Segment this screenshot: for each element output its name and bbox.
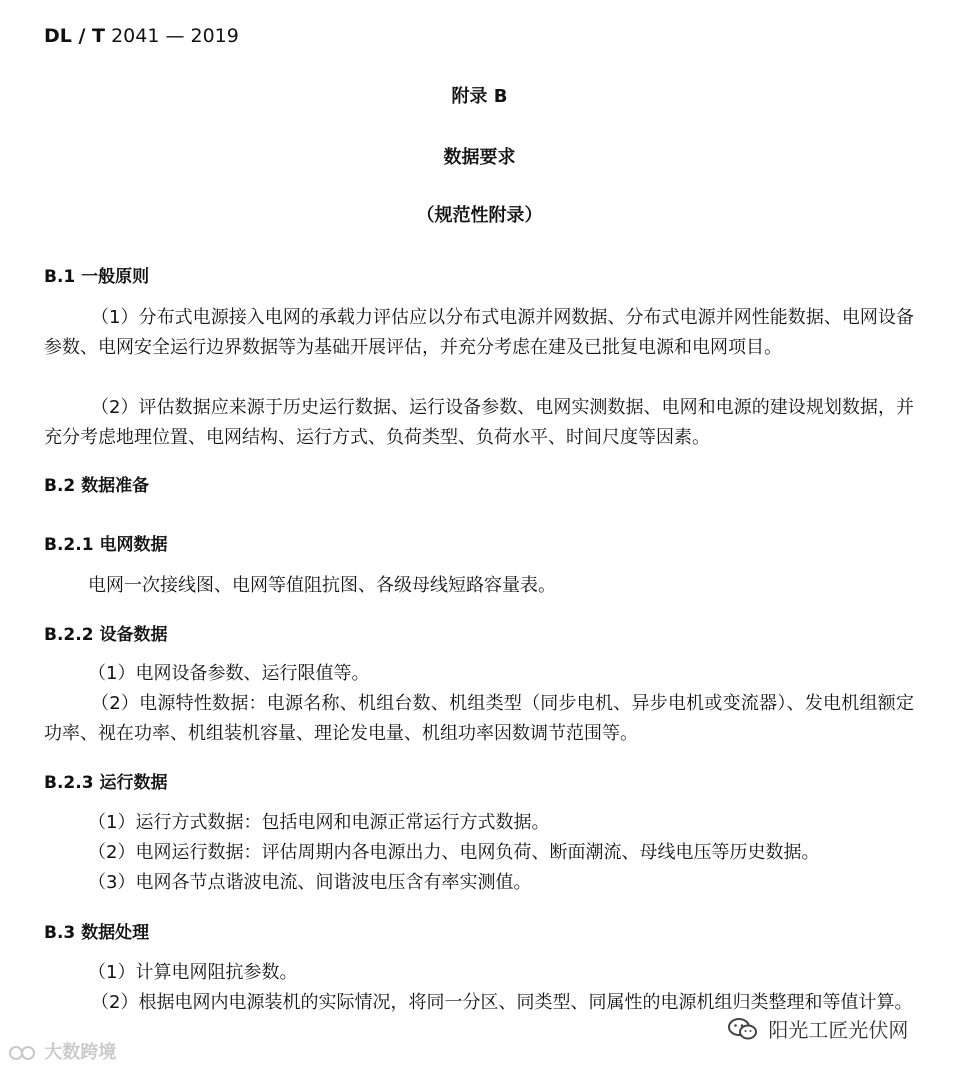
paragraph-b21-1: 电网一次接线图、电网等值阻抗图、各级母线短路容量表。 (88, 575, 556, 596)
wechat-account-name: 阳光工匠光伏网 (768, 1018, 909, 1042)
paragraph-b22-2: （2）电源特性数据：电源名称、机组台数、机组类型（同步电机、异步电机或变流器）、发电机组额定功率、视在功率、机组装机容量、理论发电量、机组功率因数调节范围等。 (44, 693, 914, 744)
paragraph-b23-3: （3）电网各节点谐波电流、间谐波电压含有率实测值。 (88, 872, 532, 893)
appendix-subtitle: （规范性附录） (416, 205, 543, 226)
standard-code: DL / T (44, 25, 106, 47)
appendix-label: 附录 B (451, 86, 508, 107)
wechat-watermark (728, 1014, 908, 1046)
standard-number: 2041 — 2019 (111, 25, 239, 47)
watermark-text: 大数跨境 (44, 1042, 117, 1063)
wechat-icon (728, 1017, 758, 1046)
section-heading-b3: B.3 数据处理 (44, 923, 150, 943)
section-heading-b1: B.1 一般原则 (44, 267, 150, 287)
appendix-title: 数据要求 (443, 147, 516, 168)
section-heading-b2: B.2 数据准备 (44, 476, 150, 496)
paragraph-b3-1: （1）计算电网阻抗参数。 (88, 962, 298, 983)
paragraph-b1-1: （1）分布式电源接入电网的承载力评估应以分布式电源并网数据、分布式电源并网性能数据、电网设备参数、电网安全运行边界数据等为基础开展评估，并充分考虑在建及已批复电源和电网项目。 (44, 307, 914, 358)
bottom-left-watermark (8, 1038, 116, 1064)
section-heading-b23: B.2.3 运行数据 (44, 773, 168, 793)
watermark-logo-icon (8, 1042, 44, 1063)
section-heading-b22: B.2.2 设备数据 (44, 625, 168, 645)
section-heading-b21: B.2.1 电网数据 (44, 535, 168, 555)
paragraph-b23-2: （2）电网运行数据：评估周期内各电源出力、电网负荷、断面潮流、母线电压等历史数据。 (88, 842, 820, 863)
standard-header (44, 25, 239, 47)
paragraph-b22-1: （1）电网设备参数、运行限值等。 (88, 663, 370, 684)
paragraph-b1-2: （2）评估数据应来源于历史运行数据、运行设备参数、电网实测数据、电网和电源的建设规划数据，并充分考虑地理位置、电网结构、运行方式、负荷类型、负荷水平、时间尺度等因素。 (44, 397, 914, 448)
paragraph-b23-1: （1）运行方式数据：包括电网和电源正常运行方式数据。 (88, 812, 550, 833)
paragraph-b3-2: （2）根据电网内电源装机的实际情况，将同一分区、同类型、同属性的电源机组归类整理和等值计算。 (91, 992, 913, 1013)
